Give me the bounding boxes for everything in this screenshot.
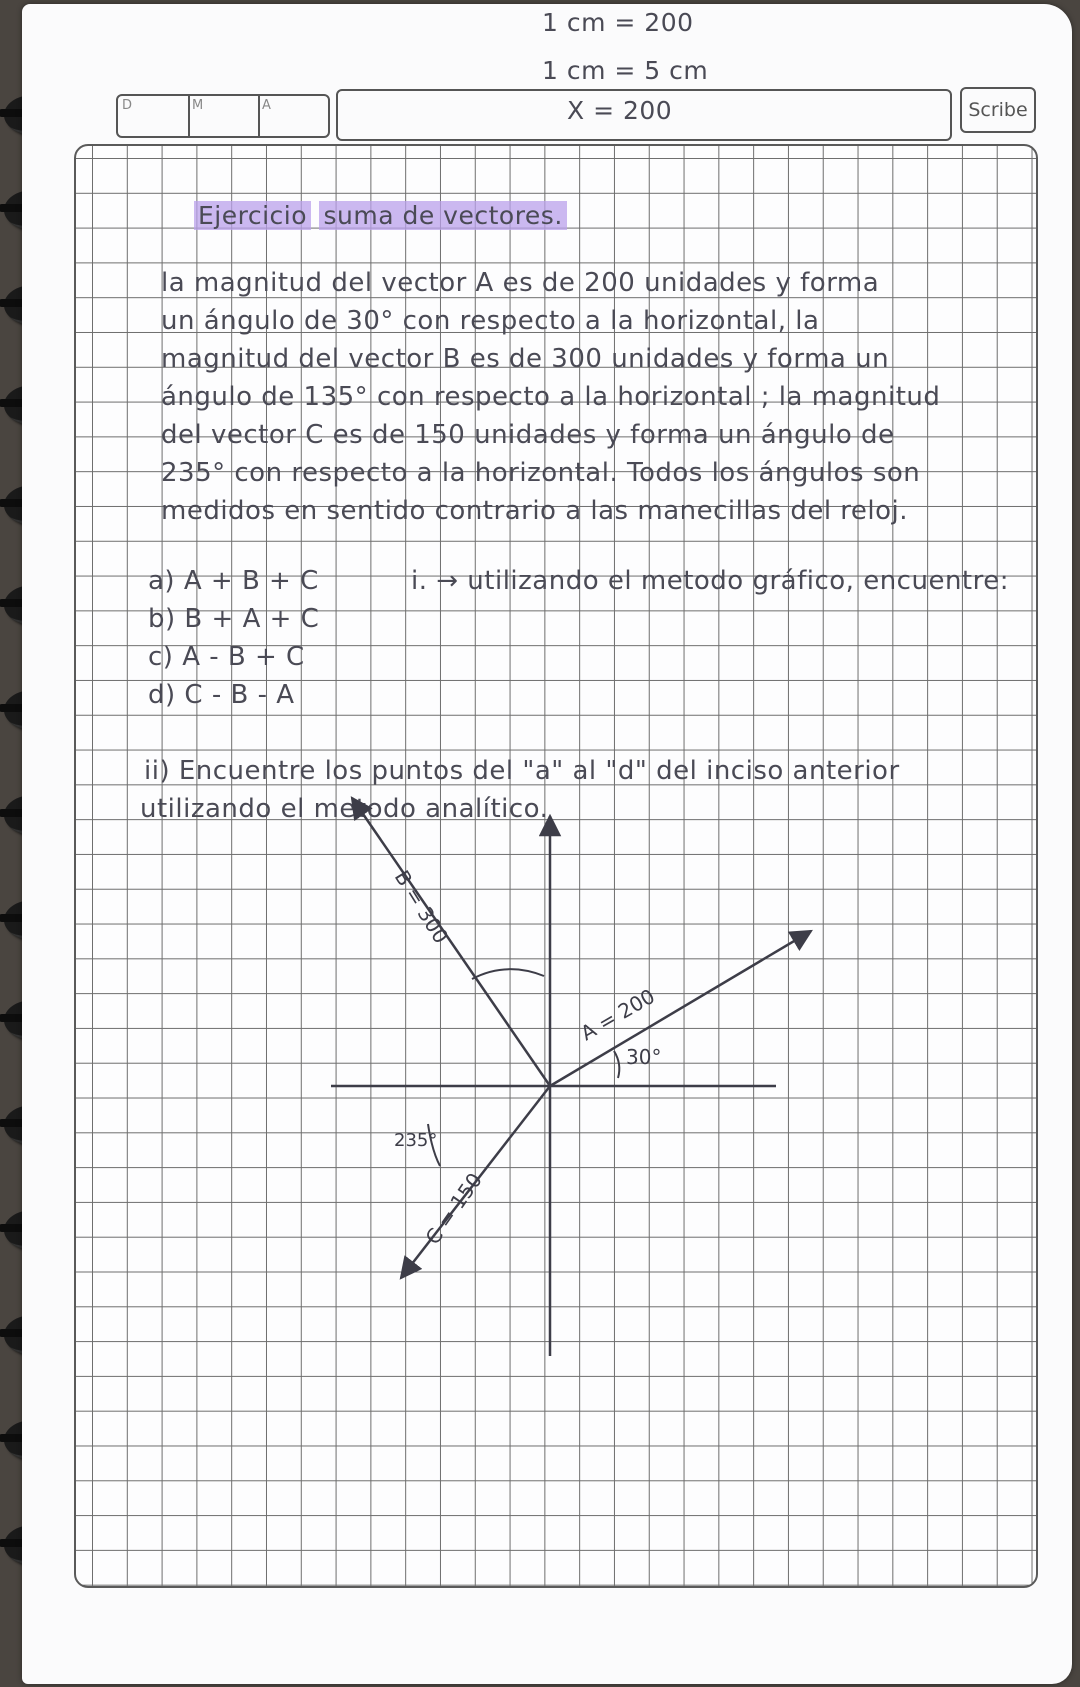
vector-diagram (76, 146, 1036, 1586)
vector-a-label: A = 200 (576, 983, 659, 1046)
vector-b-label: B = 300 (389, 865, 454, 948)
date-day-label: D (122, 98, 133, 113)
vector-b-arrow (352, 798, 550, 1086)
angle-c-label: 235° (394, 1130, 438, 1151)
notebook-page (22, 4, 1072, 1684)
title-word-1: Ejercicio (194, 201, 311, 230)
option-a: a) A + B + C (148, 566, 319, 596)
date-year-label: A (262, 98, 271, 113)
problem-line: la magnitud del vector A es de 200 unidades y forma (161, 268, 880, 298)
problem-line: un ángulo de 30° con respecto a la horizontal, la (161, 306, 820, 336)
option-d: d) C - B - A (148, 680, 295, 710)
option-c: c) A - B + C (148, 642, 305, 672)
angle-a-label: 30° (626, 1045, 662, 1069)
vector-c-label: C = 150 (420, 1168, 487, 1249)
part-ii-line-1: ii) Encuentre los puntos del "a" al "d" del inciso anterior (144, 756, 900, 786)
problem-line: magnitud del vector B es de 300 unidades y forma un (161, 344, 890, 374)
scale-note-1: 1 cm = 200 (542, 8, 694, 37)
problem-line: ángulo de 135° con respecto a la horizontal ; la magnitud (161, 382, 941, 412)
problem-line: medidos en sentido contrario a las manecillas del reloj. (161, 496, 909, 526)
date-month-label: M (192, 98, 204, 113)
scale-note-3: X = 200 (567, 96, 673, 125)
option-b: b) B + A + C (148, 604, 320, 634)
problem-line: 235° con respecto a la horizontal. Todos los ángulos son (161, 458, 921, 488)
title-box (336, 89, 952, 141)
scale-note-2: 1 cm = 5 cm (542, 56, 709, 85)
date-box (116, 94, 330, 138)
title-word-2: suma de vectores. (319, 201, 566, 230)
part-i-instruction: i. → utilizando el metodo gráfico, encuentre: (411, 566, 1009, 596)
part-ii-line-2: utilizando el metodo analítico. (140, 794, 549, 824)
vector-a-arrow (550, 931, 811, 1086)
angle-arc-b (472, 969, 544, 979)
angle-arc-a (614, 1051, 619, 1078)
brand-logo: Scribe (960, 87, 1036, 133)
problem-line: del vector C es de 150 unidades y forma un ángulo de (161, 420, 895, 450)
grid-paper (74, 144, 1038, 1588)
